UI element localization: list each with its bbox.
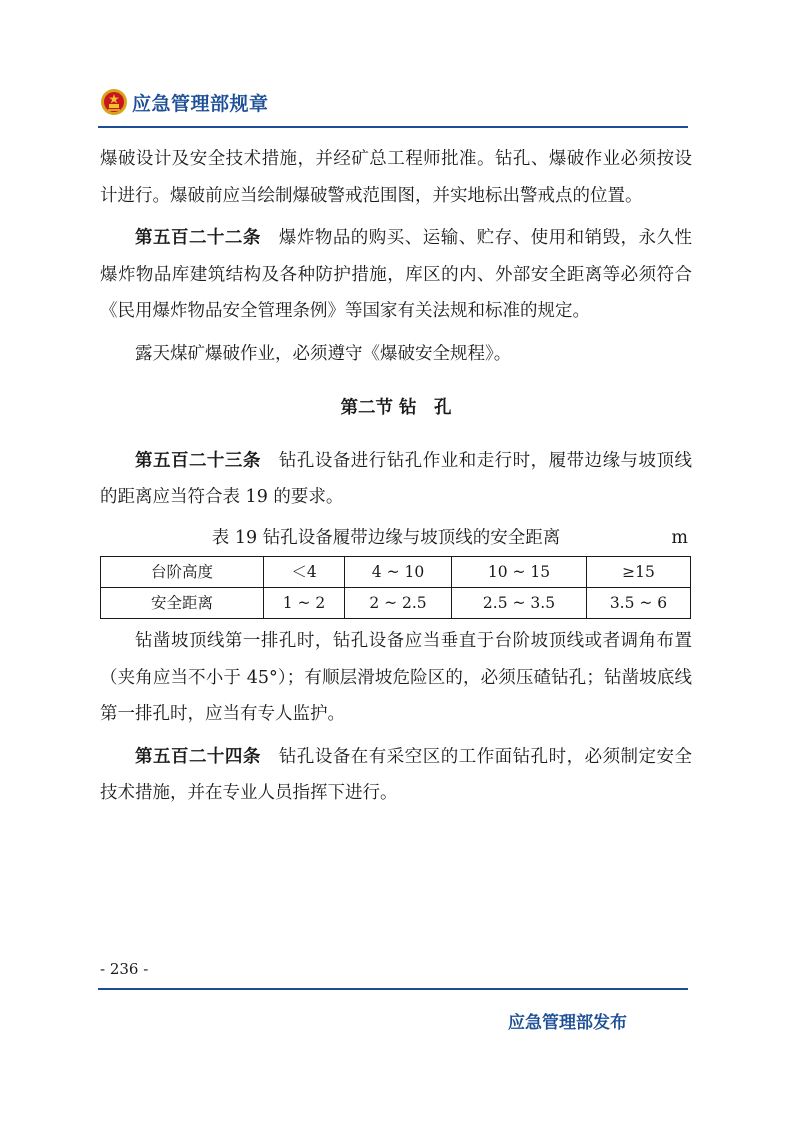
article-text: 钻孔设备在有采空区的工作面钻孔时，必须制定安全技术措施，并在专业人员指挥下进行。 bbox=[100, 746, 693, 803]
article-522 bbox=[100, 220, 692, 330]
header-rule bbox=[98, 126, 688, 128]
page-number: - 236 - bbox=[100, 960, 149, 978]
paragraph: 露天煤矿爆破作业，必须遵守《爆破安全规程》。 bbox=[135, 343, 512, 364]
article-label: 第五百二十三条 bbox=[135, 450, 261, 471]
table-cell: ＜4 bbox=[264, 557, 345, 588]
table-cell: 台阶高度 bbox=[101, 557, 264, 588]
paragraph: 爆破设计及安全技术措施，并经矿总工程师批准。钻孔、爆破作业必须按设计进行。爆破前应当绘制爆破警戒范围图，并实地标出警戒点的位置。 bbox=[100, 149, 692, 206]
footer-rule bbox=[98, 988, 688, 990]
table-cell: 3.5 ~ 6 bbox=[587, 588, 691, 619]
header-title: 应急管理部规章 bbox=[132, 92, 269, 115]
footer-publisher: 应急管理部发布 bbox=[508, 1013, 627, 1033]
table-cell: 2.5 ~ 3.5 bbox=[452, 588, 587, 619]
article-text: 爆炸物品的购买、运输、贮存、使用和销毁，永久性爆炸物品库建筑结构及各种防护措施，库区的内、外部安全距离等必须符合《民用爆炸物品安全管理条例》等国家有关法规和标准的规定。 bbox=[100, 228, 693, 321]
table-row bbox=[101, 557, 691, 588]
table-cell: ≥15 bbox=[587, 557, 691, 588]
table-cell: 10 ~ 15 bbox=[452, 557, 587, 588]
page-body bbox=[100, 141, 692, 812]
article-523 bbox=[100, 443, 692, 516]
table-caption: 表 19 钻孔设备履带边缘与坡顶线的安全距离 bbox=[211, 527, 561, 548]
paragraph: 钻凿坡顶线第一排孔时，钻孔设备应当垂直于台阶坡顶线或者调角布置（夹角应当不小于 45°）；有顺层滑坡危险区的，必须压碴钻孔；钻凿坡底线第一排孔时，应当有专人监护。 bbox=[100, 631, 692, 724]
article-524 bbox=[100, 739, 692, 812]
article-label: 第五百二十四条 bbox=[135, 746, 261, 767]
table-unit: m bbox=[671, 527, 688, 548]
article-text: 钻孔设备进行钻孔作业和走行时，履带边缘与坡顶线的距离应当符合表 19 的要求。 bbox=[100, 450, 693, 507]
section-title: 第二节 钻 孔 bbox=[340, 398, 452, 418]
page-header bbox=[100, 84, 269, 120]
safety-distance-table bbox=[100, 556, 691, 619]
table-caption-row bbox=[100, 520, 692, 557]
table-cell: 2 ~ 2.5 bbox=[345, 588, 452, 619]
article-label: 第五百二十二条 bbox=[135, 228, 261, 248]
table-cell: 安全距离 bbox=[101, 588, 264, 619]
table-cell: 1 ~ 2 bbox=[264, 588, 345, 619]
table-row bbox=[101, 588, 691, 619]
table-cell: 4 ~ 10 bbox=[345, 557, 452, 588]
national-emblem-icon bbox=[100, 88, 128, 116]
